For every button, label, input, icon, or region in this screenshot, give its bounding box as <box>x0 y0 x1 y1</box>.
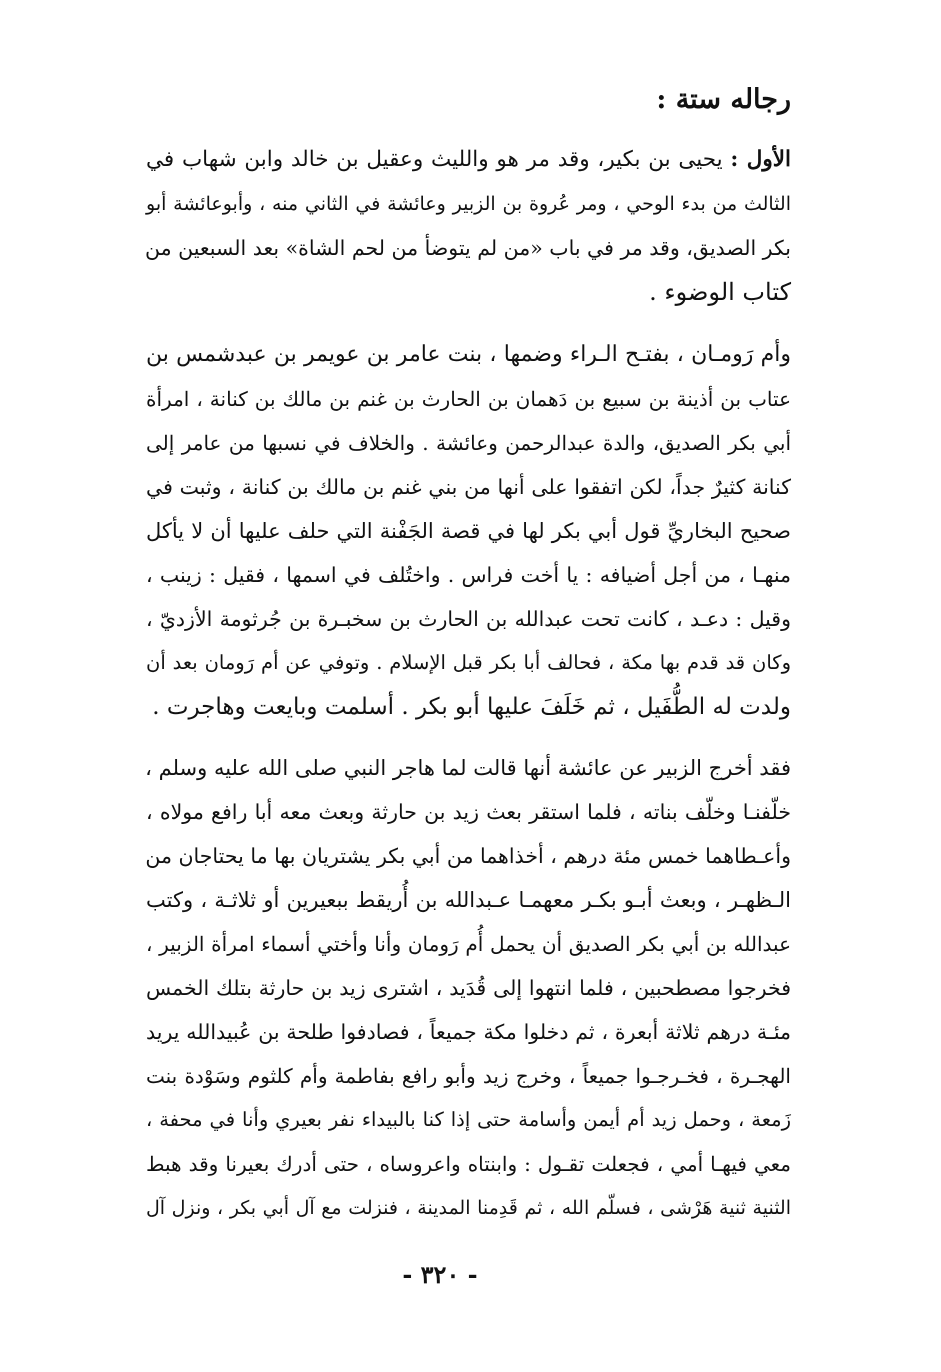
text-line: فخرجوا مصطحبين ، فلما انتهوا إلى قُدَيد ، اشترى زيد بن حارثة بتلك الخمس <box>146 976 791 1000</box>
text-line: الثنية ثنية هَرْشى ، فسلّم الله ، ثم قَدِمنا المدينة ، فنزلت مع آل أبي بكر ، ونزل آل <box>146 1197 791 1219</box>
text-line: وأعـطاهما خمس مئة درهم ، أخذاهما من أبي بكر يشتريان بها ما يحتاجان من <box>145 844 791 868</box>
paragraph-umm-ruman <box>146 333 791 729</box>
text-line: خلّفنـا وخلّف بناته ، فلما استقر بعث زيد بن حارثة وبعث معه أبا رافع مولاه ، <box>146 800 791 824</box>
text-line: عتاب بن أذينة بن سبيع بن دَهمان بن الحارث بن غنم بن مالك بن كنانة ، امرأة <box>146 387 791 411</box>
paragraph-lead: الأول : <box>730 147 791 172</box>
text-line: وكان قد قدم بها مكة ، فحالف أبا بكر قبل الإسلام . وتوفي عن أم رَومان بعد أن <box>146 651 791 674</box>
text-line: كنانة كثيرٌ جداً، لكن اتفقوا على أنها من بني غنم بن مالك بن كنانة ، وثبت في <box>146 475 791 499</box>
section-heading: رجاله ستة : <box>656 84 791 115</box>
text-line: وأم رَومـان ، بفتـح الـراء وضمها ، بنت عامر بن عويمر بن عبدشمس بن <box>146 342 791 367</box>
text-line: مئـة درهم ثلاثة أبعرة ، ثم دخلوا مكة جميعاً ، فصادفوا طلحة بن عُبيدالله يريد <box>146 1020 791 1044</box>
text-line: عبدالله بن أبي بكر الصديق أن يحمل أُم رَومان وأنا وأختي أسماء امرأة الزبير ، <box>146 932 791 956</box>
text-line: معي فيهـا أمي ، فجعلت تقـول : وابنتاه واعروساه ، حتى أدرك بعيرنا وقد هبط <box>146 1152 791 1176</box>
paragraph-narrators <box>146 138 791 314</box>
text-line: منهـا ، من أجل أضيافه : يا أخت فراس . واختُلف في اسمها ، فقيل : زينب ، <box>146 563 791 587</box>
text-line: ولدت له الطُّفَيل ، ثم خَلَفَ عليها أبو بكر . أسلمت وبايعت وهاجرت . <box>152 694 791 720</box>
text-line: وقيل : دعـد ، كانت تحت عبدالله بن الحارث بن سخبـرة بن جُرثومة الأزديّ ، <box>146 607 791 631</box>
text-line: الهجـرة ، فخـرجـوا جميعاً ، وخرج زيد وأبو رافع بفاطمة وأم كلثوم وسَوْدة بنت <box>146 1064 791 1088</box>
page-number: - ٣٢٠ - <box>402 1260 478 1289</box>
text-line: الـظهـر ، وبعث أبـو بكـر معهمـا عـبدالله بن أُريقط ببعيرين أو ثلاثـة ، وكتب <box>146 888 791 912</box>
text-line: بكر الصديق، وقد مر في باب «من لم يتوضأ من لحم الشاة» بعد السبعين من <box>144 236 791 260</box>
text-line: كتاب الوضوء . <box>649 278 791 306</box>
text-line: فقد أخرج الزبير عن عائشة أنها قالت لما هاجر النبي صلى الله عليه وسلم ، <box>145 756 791 780</box>
text-line: الأول : يحيى بن بكير، وقد مر هو والليث وعقيل بن خالد وابن شهاب في <box>146 147 791 172</box>
text-line: زَمعة ، وحمل زيد أم أيمن وأسامة حتى إذا كنا بالبيداء نفر بعيري وأنا في محفة ، <box>146 1108 791 1131</box>
text-line: صحيح البخاريِّ قول أبي بكر لها في قصة الجَفْنة التي حلف عليها أن لا يأكل <box>146 519 791 543</box>
paragraph-hijra-account <box>146 746 791 1230</box>
text-line: أبي بكر الصديق، والدة عبدالرحمن وعائشة . والخلاف في نسبها من عامر إلى <box>146 431 791 455</box>
text-line: الثالث من بدء الوحي ، ومر عُروة بن الزبير وعائشة في الثاني منه ، وأبوعائشة أبو <box>146 193 791 215</box>
